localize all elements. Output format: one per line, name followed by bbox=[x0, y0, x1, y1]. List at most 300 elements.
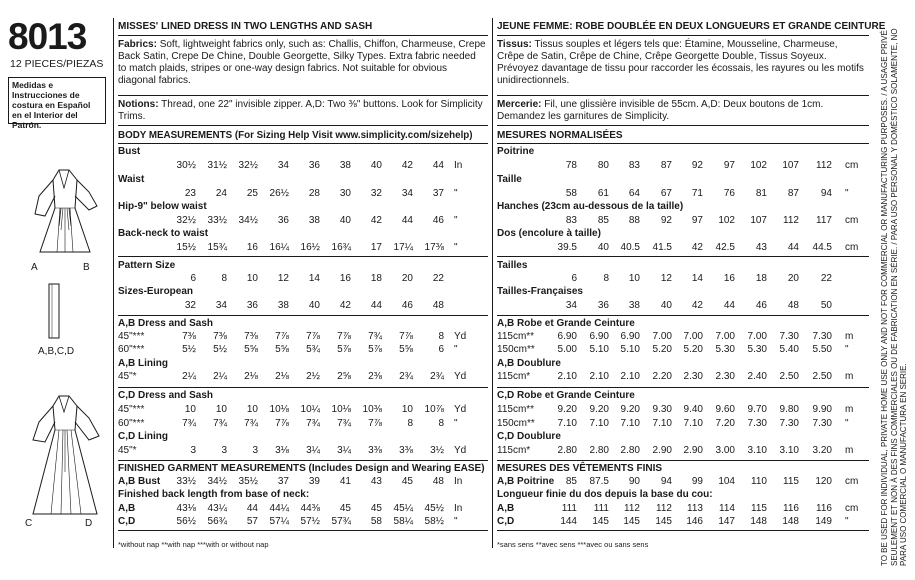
fr-row-cd_long bbox=[497, 516, 869, 528]
fr-row-cd_d115 bbox=[497, 445, 869, 457]
cell-value: 83 bbox=[565, 215, 577, 226]
cell-value: 31½ bbox=[207, 160, 227, 171]
cell-value: 2⅜ bbox=[368, 371, 382, 382]
cell-value: 44¼ bbox=[269, 503, 289, 514]
cell-value: 30 bbox=[339, 188, 351, 199]
rule bbox=[118, 125, 488, 126]
cell-value: 97 bbox=[723, 160, 735, 171]
fr-row-ab_d115 bbox=[497, 371, 869, 383]
cell-value: 17¼ bbox=[393, 242, 413, 253]
cell-value: 44.5 bbox=[812, 242, 832, 253]
cell-value: 2¼ bbox=[213, 371, 227, 382]
en-row-waist bbox=[118, 174, 488, 199]
cell-value: 7.00 bbox=[747, 331, 767, 342]
cell-value: 34 bbox=[215, 300, 227, 311]
cell-value: 116 bbox=[783, 503, 799, 514]
cell-value: 144 bbox=[560, 516, 577, 527]
cell-value: 7¾ bbox=[213, 418, 227, 429]
en-footnote: *without nap **with nap ***with or without nap bbox=[118, 540, 269, 549]
cell-value: 16¼ bbox=[269, 242, 289, 253]
cell-value: 7¾ bbox=[244, 418, 258, 429]
en-row-back bbox=[118, 228, 488, 253]
cell-value: 10 bbox=[246, 273, 258, 284]
cell-value: 10⅛ bbox=[269, 404, 289, 415]
cell-value: 6 bbox=[190, 273, 196, 284]
side-legal-text-box bbox=[878, 8, 908, 568]
cell-value: 3⅛ bbox=[275, 445, 289, 456]
cell-value: 2.50 bbox=[812, 371, 832, 382]
fr-mercerie-text: Fil, une glissière invisible de 55cm. A,D: Deux boutons de 1cm. Demandez les garnitures de Simplicity. bbox=[497, 99, 824, 122]
fr-row-poitrine bbox=[497, 146, 869, 171]
cell-value: 88 bbox=[628, 215, 640, 226]
cell-value: 10 bbox=[184, 404, 196, 415]
cell-value: 58 bbox=[370, 516, 382, 527]
cell-value: 7⅞ bbox=[275, 331, 289, 342]
cell-value: 7.00 bbox=[652, 331, 672, 342]
row-label: Tailles-Françaises bbox=[497, 286, 583, 297]
cell-value: 9.70 bbox=[747, 404, 767, 415]
cell-value: 10⅛ bbox=[331, 404, 351, 415]
cell-value: 2.10 bbox=[589, 371, 609, 382]
fr-row-ab_115 bbox=[497, 331, 869, 343]
cell-value: 28 bbox=[308, 188, 320, 199]
row-label: 45"*** bbox=[118, 331, 145, 342]
cell-value: 45 bbox=[401, 476, 413, 487]
cell-value: 34 bbox=[277, 160, 289, 171]
fr-row-ab_150 bbox=[497, 344, 869, 356]
en-row-ab_45 bbox=[118, 331, 488, 343]
cell-value: 24 bbox=[215, 188, 227, 199]
fr-tissus bbox=[497, 39, 867, 87]
cell-value: 10 bbox=[628, 273, 640, 284]
cell-value: 44 bbox=[370, 300, 382, 311]
en-section-label: C,D Dress and Sash bbox=[118, 390, 214, 401]
cell-value: 18 bbox=[755, 273, 767, 284]
row-label: Back-neck to waist bbox=[118, 228, 209, 239]
cell-value: 2.90 bbox=[683, 445, 703, 456]
fr-row-tailles_fr bbox=[497, 286, 869, 311]
cell-value: 2⅝ bbox=[337, 371, 351, 382]
cell-value: 3 bbox=[221, 445, 227, 456]
cell-value: 2.90 bbox=[652, 445, 672, 456]
cell-value: 8 bbox=[221, 273, 227, 284]
cell-value: 10 bbox=[215, 404, 227, 415]
cell-value: 7⅞ bbox=[275, 418, 289, 429]
rule bbox=[118, 256, 488, 257]
cell-value: 16¾ bbox=[331, 242, 351, 253]
rule bbox=[497, 530, 869, 531]
cell-value: 2.30 bbox=[715, 371, 735, 382]
cell-value: 42 bbox=[401, 160, 413, 171]
cell-value: 7¾ bbox=[182, 418, 196, 429]
cell-value: 58½ bbox=[424, 516, 444, 527]
cell-value: 7¾ bbox=[337, 418, 351, 429]
cell-value: 2.10 bbox=[620, 371, 640, 382]
cell-value: 94 bbox=[820, 188, 832, 199]
rule bbox=[118, 95, 488, 96]
cell-value: 99 bbox=[691, 476, 703, 487]
row-label: 115cm* bbox=[497, 445, 531, 456]
cell-value: 2.80 bbox=[589, 445, 609, 456]
cell-value: 116 bbox=[816, 503, 832, 514]
cell-value: 38 bbox=[308, 215, 320, 226]
cell-value: 2.20 bbox=[652, 371, 672, 382]
row-label: Pattern Size bbox=[118, 260, 176, 271]
cell-value: 7.20 bbox=[715, 418, 735, 429]
cell-value: 2.50 bbox=[779, 371, 799, 382]
cell-value: 56¾ bbox=[207, 516, 227, 527]
cell-unit: " bbox=[454, 516, 458, 527]
rule bbox=[118, 35, 488, 36]
row-label: 115cm** bbox=[497, 331, 535, 342]
cell-value: 42 bbox=[339, 300, 351, 311]
cell-value: 87 bbox=[660, 160, 672, 171]
cell-value: 6 bbox=[571, 273, 577, 284]
spanish-note: Medidas e Instrucciones de costura en Español en el Interior del Patrón. bbox=[12, 80, 91, 130]
cell-value: 46 bbox=[401, 300, 413, 311]
cell-value: 5⅞ bbox=[368, 344, 382, 355]
cell-value: 6.90 bbox=[589, 331, 609, 342]
rule bbox=[497, 95, 869, 96]
cell-value: 145 bbox=[592, 516, 609, 527]
fr-row-ab_long bbox=[497, 503, 869, 515]
cell-value: 2½ bbox=[306, 371, 320, 382]
rule bbox=[497, 460, 869, 461]
en-notions-label: Notions: bbox=[118, 99, 159, 110]
cell-value: 33½ bbox=[176, 476, 196, 487]
divider-left bbox=[113, 18, 114, 548]
cell-value: 37 bbox=[277, 476, 289, 487]
cell-value: 145 bbox=[623, 516, 640, 527]
cell-value: 76 bbox=[723, 188, 735, 199]
fr-finis-heading: MESURES DES VÊTEMENTS FINIS bbox=[497, 463, 663, 474]
fr-mercerie bbox=[497, 99, 867, 123]
row-label: 115cm* bbox=[497, 371, 531, 382]
cell-unit: " bbox=[454, 188, 458, 199]
cell-value: 92 bbox=[691, 160, 703, 171]
cell-value: 5⅝ bbox=[399, 344, 413, 355]
row-label: 45"*** bbox=[118, 404, 145, 415]
fr-row-tailles bbox=[497, 260, 869, 284]
cell-value: 115 bbox=[783, 476, 799, 487]
cell-value: 12 bbox=[277, 273, 289, 284]
rule bbox=[497, 387, 869, 388]
cell-value: 23 bbox=[184, 188, 196, 199]
cell-value: 3.00 bbox=[715, 445, 735, 456]
row-label: C,D bbox=[497, 516, 515, 527]
cell-value: 7⅜ bbox=[244, 331, 258, 342]
cell-value: 148 bbox=[782, 516, 799, 527]
cell-value: 40 bbox=[308, 300, 320, 311]
cell-value: 39.5 bbox=[557, 242, 577, 253]
french-column bbox=[497, 18, 886, 558]
row-label: 45"* bbox=[118, 445, 137, 456]
rule bbox=[118, 460, 488, 461]
fr-title: JEUNE FEMME: ROBE DOUBLÉE EN DEUX LONGUEURS ET GRANDE CEINTURE bbox=[497, 21, 886, 32]
cell-value: 10 bbox=[246, 404, 258, 415]
cell-unit: cm bbox=[845, 160, 859, 171]
cell-value: 32½ bbox=[238, 160, 258, 171]
cell-value: 40.5 bbox=[620, 242, 640, 253]
cell-value: 36 bbox=[277, 215, 289, 226]
cell-value: 111 bbox=[593, 503, 609, 514]
rule bbox=[118, 143, 488, 144]
cell-value: 2¼ bbox=[182, 371, 196, 382]
cell-unit: cm bbox=[845, 215, 859, 226]
cell-value: 146 bbox=[686, 516, 703, 527]
cell-value: 38 bbox=[277, 300, 289, 311]
cell-unit: " bbox=[454, 215, 458, 226]
cell-unit: Yd bbox=[454, 445, 467, 456]
cell-value: 45½ bbox=[424, 503, 444, 514]
cell-value: 38 bbox=[339, 160, 351, 171]
cell-value: 3 bbox=[252, 445, 258, 456]
cell-value: 41.5 bbox=[652, 242, 672, 253]
cell-value: 97 bbox=[691, 215, 703, 226]
cell-value: 8 bbox=[438, 331, 444, 342]
en-row-sizes_eu bbox=[118, 286, 488, 311]
cell-value: 9.80 bbox=[779, 404, 799, 415]
cell-value: 5.20 bbox=[683, 344, 703, 355]
cell-value: 9.90 bbox=[812, 404, 832, 415]
cell-value: 104 bbox=[718, 476, 735, 487]
cell-value: 7.00 bbox=[683, 331, 703, 342]
cell-value: 8 bbox=[407, 418, 413, 429]
cell-value: 78 bbox=[565, 160, 577, 171]
cell-value: 16½ bbox=[300, 242, 320, 253]
row-label: A,B bbox=[497, 503, 515, 514]
spanish-note-box bbox=[8, 77, 106, 130]
cell-unit: " bbox=[845, 418, 849, 429]
cell-value: 102 bbox=[718, 215, 735, 226]
cell-value: 25 bbox=[246, 188, 258, 199]
cell-value: 16 bbox=[339, 273, 351, 284]
cell-value: 16 bbox=[723, 273, 735, 284]
cell-value: 3½ bbox=[430, 445, 444, 456]
cell-value: 7⅜ bbox=[213, 331, 227, 342]
cell-value: 16 bbox=[246, 242, 258, 253]
cell-value: 43⅛ bbox=[176, 503, 196, 514]
cell-value: 10⅞ bbox=[424, 404, 444, 415]
cell-value: 44 bbox=[723, 300, 735, 311]
cell-unit: In bbox=[454, 160, 463, 171]
row-label: Hip-9" below waist bbox=[118, 201, 207, 212]
cell-value: 57¼ bbox=[269, 516, 289, 527]
row-label: 150cm** bbox=[497, 344, 535, 355]
cell-value: 40 bbox=[597, 242, 609, 253]
cell-value: 61 bbox=[597, 188, 609, 199]
cell-unit: m bbox=[845, 331, 854, 342]
cell-value: 7.10 bbox=[683, 418, 703, 429]
cell-value: 9.20 bbox=[589, 404, 609, 415]
fr-mercerie-label: Mercerie: bbox=[497, 99, 542, 110]
cell-value: 107 bbox=[782, 160, 799, 171]
row-label: 45"* bbox=[118, 371, 137, 382]
cell-unit: " bbox=[454, 242, 458, 253]
fr-row-ab_poitrine bbox=[497, 476, 869, 488]
cell-value: 44⅜ bbox=[300, 503, 320, 514]
cell-value: 80 bbox=[597, 160, 609, 171]
cell-unit: m bbox=[845, 371, 854, 382]
cell-value: 5⅞ bbox=[337, 344, 351, 355]
cell-unit: Yd bbox=[454, 404, 467, 415]
dress-illustration-cd bbox=[15, 392, 115, 518]
fr-section-label: Longueur finie du dos depuis la base du cou: bbox=[497, 489, 713, 500]
cell-value: 110 bbox=[751, 476, 767, 487]
cell-value: 18 bbox=[370, 273, 382, 284]
cell-value: 46 bbox=[432, 215, 444, 226]
fr-section-label: C,D Doublure bbox=[497, 431, 561, 442]
cell-value: 6.90 bbox=[557, 331, 577, 342]
cell-value: 2.80 bbox=[620, 445, 640, 456]
en-row-pattern_size bbox=[118, 260, 488, 284]
cell-unit: cm bbox=[845, 476, 859, 487]
cell-value: 38 bbox=[628, 300, 640, 311]
cell-value: 94 bbox=[660, 476, 672, 487]
cell-unit: cm bbox=[845, 503, 859, 514]
cell-value: 43¼ bbox=[207, 503, 227, 514]
cell-value: 7.10 bbox=[620, 418, 640, 429]
cell-value: 3.10 bbox=[747, 445, 767, 456]
cell-value: 92 bbox=[660, 215, 672, 226]
cell-value: 15½ bbox=[176, 242, 196, 253]
cell-value: 7.10 bbox=[557, 418, 577, 429]
cell-value: 3⅜ bbox=[399, 445, 413, 456]
cell-value: 39 bbox=[308, 476, 320, 487]
cell-value: 7⅞ bbox=[399, 331, 413, 342]
cell-value: 20 bbox=[787, 273, 799, 284]
cell-value: 45¼ bbox=[393, 503, 413, 514]
fr-section-label: A,B Robe et Grande Ceinture bbox=[497, 318, 635, 329]
cell-value: 7¾ bbox=[368, 331, 382, 342]
cell-value: 20 bbox=[401, 273, 413, 284]
cell-value: 2¾ bbox=[399, 371, 413, 382]
cell-value: 57¾ bbox=[331, 516, 351, 527]
side-legal-text: TO BE USED FOR INDIVIDUAL, PRIVATE HOME USE ONLY AND NOT FOR COMMERCIAL OR MANUFACTURING PURPOSES. / A USAGE PRIVÉ SEULEMENT ET NON À DES FINS COMMERCIALES OU DE FABRICATION EN SÉRIE. / PARA USO PERSONAL Y DOMÉSTICO SOLAMENTE, NO PARA USO COMERCIAL O MANUFACTURA EN SERIE. bbox=[880, 28, 908, 566]
en-row-bust bbox=[118, 146, 488, 171]
cell-value: 34 bbox=[401, 188, 413, 199]
en-title: MISSES' LINED DRESS IN TWO LENGTHS AND SASH bbox=[118, 21, 373, 32]
row-label: Taille bbox=[497, 174, 522, 185]
en-row-cd_len bbox=[118, 516, 488, 528]
cell-value: 37 bbox=[432, 188, 444, 199]
fr-mesures-heading: MESURES NORMALISÉES bbox=[497, 130, 623, 141]
cell-value: 14 bbox=[691, 273, 703, 284]
cell-value: 113 bbox=[687, 503, 703, 514]
cell-value: 41 bbox=[339, 476, 351, 487]
cell-value: 22 bbox=[820, 273, 832, 284]
cell-value: 30½ bbox=[176, 160, 196, 171]
cell-value: 7.30 bbox=[779, 418, 799, 429]
cell-value: 117 bbox=[816, 215, 832, 226]
row-label: 60"*** bbox=[118, 418, 145, 429]
cell-value: 7⅞ bbox=[368, 418, 382, 429]
cell-value: 3 bbox=[190, 445, 196, 456]
cell-value: 5.30 bbox=[747, 344, 767, 355]
cell-value: 71 bbox=[691, 188, 703, 199]
cell-value: 5¾ bbox=[306, 344, 320, 355]
view-label-c: C bbox=[25, 518, 33, 529]
cell-value: 7.30 bbox=[812, 418, 832, 429]
cell-unit: In bbox=[454, 476, 463, 487]
cell-value: 40 bbox=[660, 300, 672, 311]
rule bbox=[118, 530, 488, 531]
cell-value: 36 bbox=[308, 160, 320, 171]
cell-value: 57 bbox=[246, 516, 258, 527]
cell-value: 7.10 bbox=[652, 418, 672, 429]
cell-value: 8 bbox=[438, 418, 444, 429]
cell-value: 36 bbox=[597, 300, 609, 311]
cell-value: 7.10 bbox=[589, 418, 609, 429]
en-row-hip bbox=[118, 201, 488, 226]
cell-value: 5.10 bbox=[589, 344, 609, 355]
en-notions bbox=[118, 99, 486, 123]
fr-row-cd_150 bbox=[497, 418, 869, 430]
en-row-ab_60 bbox=[118, 344, 488, 356]
cell-value: 48 bbox=[787, 300, 799, 311]
row-label: A,B Poitrine bbox=[497, 476, 555, 487]
fr-row-taille bbox=[497, 174, 869, 199]
cell-value: 107 bbox=[750, 215, 767, 226]
row-label: Bust bbox=[118, 146, 141, 157]
fr-tissus-label: Tissus: bbox=[497, 39, 532, 50]
row-label: Dos (encolure à taille) bbox=[497, 228, 601, 239]
cell-value: 35½ bbox=[238, 476, 258, 487]
en-section-label: A,B Lining bbox=[118, 358, 168, 369]
cell-value: 40 bbox=[370, 160, 382, 171]
cell-value: 5.20 bbox=[652, 344, 672, 355]
cell-value: 42 bbox=[691, 300, 703, 311]
cell-value: 33½ bbox=[207, 215, 227, 226]
cell-value: 44 bbox=[432, 160, 444, 171]
cell-value: 14 bbox=[308, 273, 320, 284]
cell-value: 114 bbox=[719, 503, 735, 514]
cell-value: 112 bbox=[783, 215, 799, 226]
cell-value: 7.30 bbox=[779, 331, 799, 342]
row-label: A,B Bust bbox=[118, 476, 161, 487]
cell-value: 42 bbox=[370, 215, 382, 226]
cell-unit: m bbox=[845, 404, 854, 415]
view-label-a: A bbox=[31, 262, 38, 273]
cell-value: 46 bbox=[755, 300, 767, 311]
english-column bbox=[118, 18, 488, 558]
cell-value: 2¾ bbox=[430, 371, 444, 382]
cell-value: 44 bbox=[401, 215, 413, 226]
cell-value: 2.10 bbox=[557, 371, 577, 382]
cell-value: 148 bbox=[750, 516, 767, 527]
cell-value: 147 bbox=[718, 516, 735, 527]
fr-row-hanches bbox=[497, 201, 869, 226]
cell-value: 5⅝ bbox=[244, 344, 258, 355]
cell-value: 6.90 bbox=[620, 331, 640, 342]
cell-value: 7.30 bbox=[747, 418, 767, 429]
view-label-b: B bbox=[83, 262, 90, 273]
pieces-count: 12 PIECES/PIEZAS bbox=[10, 58, 104, 70]
cell-value: 7⅜ bbox=[182, 331, 196, 342]
cell-value: 3⅜ bbox=[368, 445, 382, 456]
cell-unit: " bbox=[845, 516, 849, 527]
rule bbox=[118, 315, 488, 316]
fr-row-dos bbox=[497, 228, 869, 253]
en-row-ab_bust bbox=[118, 476, 488, 488]
cell-value: 64 bbox=[628, 188, 640, 199]
cell-value: 57½ bbox=[300, 516, 320, 527]
cell-value: 5.40 bbox=[779, 344, 799, 355]
cell-unit: " bbox=[845, 344, 849, 355]
en-row-ab_len bbox=[118, 503, 488, 515]
cell-value: 2⅛ bbox=[244, 371, 258, 382]
fr-row-cd_115 bbox=[497, 404, 869, 416]
